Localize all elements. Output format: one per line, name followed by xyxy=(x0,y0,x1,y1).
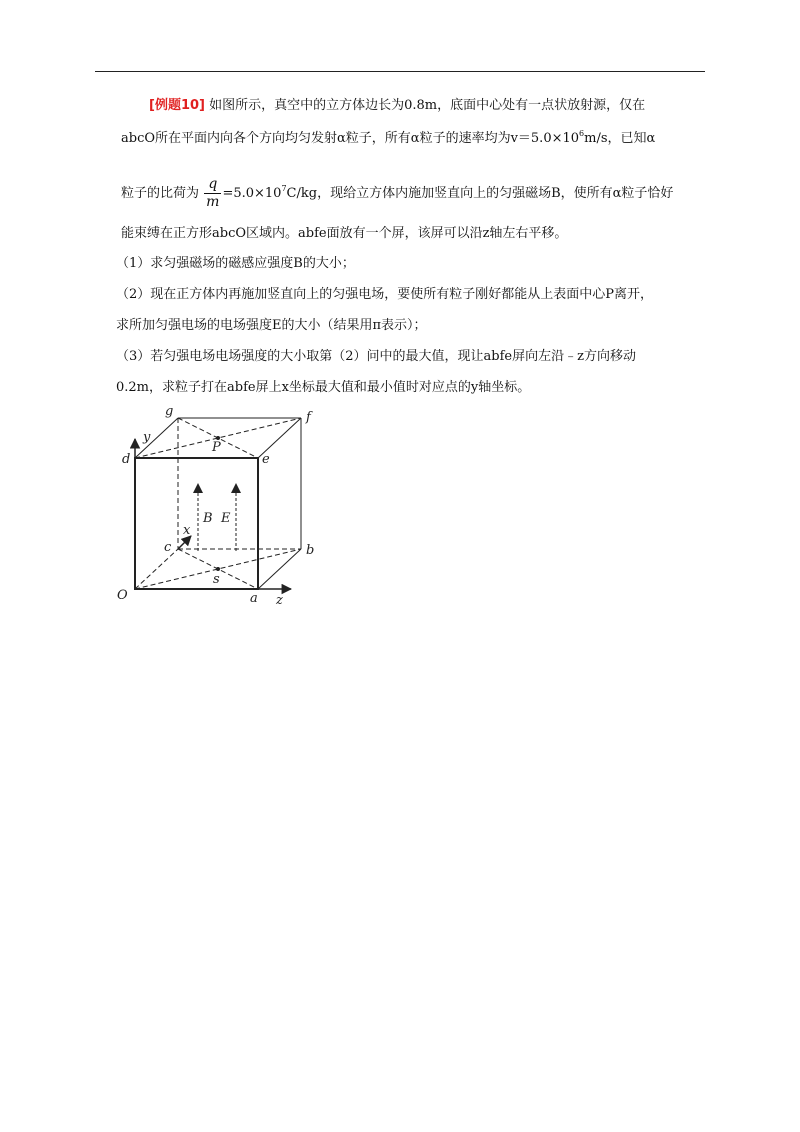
label-E: E xyxy=(221,511,231,526)
label-z: z xyxy=(276,593,283,608)
problem-line-3 xyxy=(121,176,673,211)
edge-dg xyxy=(135,418,178,458)
front-face xyxy=(135,458,258,589)
problem-text-1: 如图所示，真空中的立方体边长为0.8m，底面中心处有一点状放射源，仅在 xyxy=(209,98,646,113)
exponent-6: 6 xyxy=(579,129,585,138)
question-2-cont xyxy=(116,318,427,334)
question-2-text-a: （2）现在正方体内再施加竖直向上的匀强电场，要使所有粒子刚好都能从上表面中心P离开， xyxy=(116,287,654,302)
question-3-text-b: 0.2m，求粒子打在abfe屏上x坐标最大值和最小值时对应点的y轴坐标。 xyxy=(116,380,531,395)
exponent-7: 7 xyxy=(281,184,287,193)
fraction-numerator: q xyxy=(204,176,221,194)
problem-text-3c: C/kg，现给立方体内施加竖直向上的匀强磁场B，使所有α粒子恰好 xyxy=(286,186,674,201)
label-g: g xyxy=(165,404,174,419)
label-f: f xyxy=(306,410,311,425)
cube-diagram xyxy=(110,403,325,608)
question-3-text-a: （3）若匀强电场电场强度的大小取第（2）问中的最大值，现让abfe屏向左沿﹣z方向移动 xyxy=(116,349,636,364)
cube-svg xyxy=(110,403,325,608)
label-b: b xyxy=(306,543,315,558)
problem-text-3b: =5.0×10 xyxy=(222,186,282,201)
b-field-arrow-icon xyxy=(193,483,203,493)
header-rule xyxy=(95,71,705,72)
problem-tag: [例题10] xyxy=(149,98,205,113)
label-O: O xyxy=(117,588,128,603)
question-3-cont xyxy=(116,380,530,396)
label-B: B xyxy=(203,511,213,526)
fraction-denominator: m xyxy=(206,194,220,210)
problem-line-4 xyxy=(121,226,567,242)
edge-ba xyxy=(258,549,301,589)
label-d: d xyxy=(122,452,131,467)
e-field-arrow-icon xyxy=(231,483,241,493)
label-a: a xyxy=(250,591,258,606)
label-P: P xyxy=(212,440,221,455)
problem-text-2a: abcO所在平面内向各个方向均匀发射α粒子，所有α粒子的速率均为v＝5.0×10 xyxy=(121,131,580,146)
question-1-text: （1）求匀强磁场的磁感应强度B的大小； xyxy=(116,256,355,271)
question-1 xyxy=(116,256,355,272)
problem-text-3a: 粒子的比荷为 xyxy=(121,186,200,201)
question-3 xyxy=(116,349,636,365)
charge-mass-fraction xyxy=(204,176,221,211)
question-2 xyxy=(116,287,653,303)
label-s: s xyxy=(213,572,220,587)
hidden-edge-Oc xyxy=(135,549,178,589)
label-x: x xyxy=(183,523,191,538)
problem-line-2 xyxy=(121,131,655,147)
problem-text-2b: m/s，已知α xyxy=(584,131,656,146)
label-c: c xyxy=(164,540,172,555)
problem-text-4: 能束缚在正方形abcO区域内。abfe面放有一个屏，该屏可以沿z轴左右平移。 xyxy=(121,226,568,241)
problem-line-1 xyxy=(149,98,645,114)
question-2-text-b: 求所加匀强电场的电场强度E的大小（结果用π表示）； xyxy=(116,318,427,333)
label-e: e xyxy=(262,452,270,467)
point-s xyxy=(216,567,220,571)
label-y: y xyxy=(143,430,151,445)
